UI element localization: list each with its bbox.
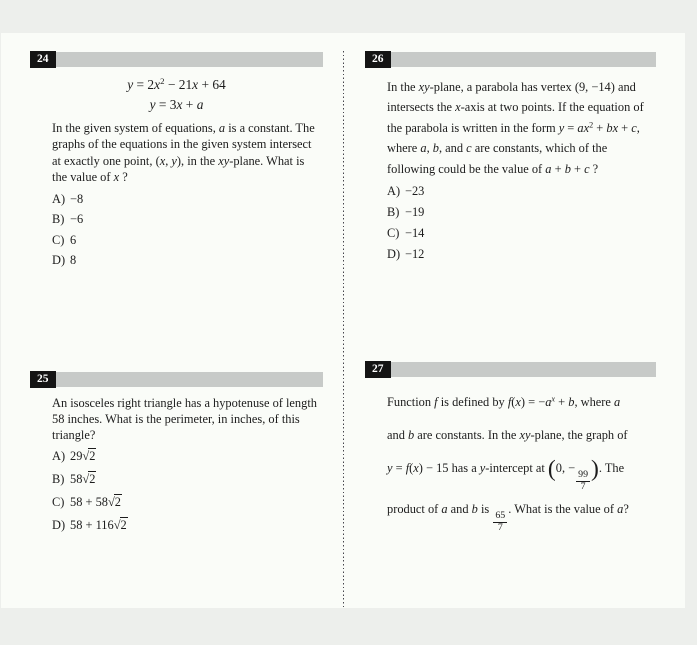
- text-segment: ?: [589, 161, 599, 176]
- choice-label: C): [52, 495, 65, 509]
- text-segment: Function: [387, 395, 435, 409]
- question-24-header: [30, 51, 323, 68]
- text-segment: −12: [405, 247, 425, 262]
- text-segment: a: [545, 395, 552, 409]
- text-segment: bx: [606, 120, 619, 135]
- text-line: [52, 153, 323, 169]
- choice-label: D): [52, 253, 66, 268]
- text-segment: xy: [218, 153, 230, 168]
- text-segment: x: [455, 100, 461, 115]
- text-segment: a: [614, 395, 621, 409]
- text-segment: +: [570, 161, 585, 176]
- text-segment: -plane, a parabola has vertex (9, −14) and: [429, 80, 636, 94]
- text-line: [52, 427, 323, 443]
- answer-choice: [52, 518, 323, 541]
- text-segment: +: [182, 96, 197, 112]
- text-segment: a: [617, 501, 624, 516]
- text-segment: and: [447, 501, 472, 516]
- question-25-header: [30, 371, 323, 388]
- question-27: [365, 361, 656, 534]
- choice-value: [405, 247, 424, 262]
- fraction: $\frac{99}{7}$: [578, 469, 589, 493]
- text-segment: +: [593, 120, 607, 135]
- text-segment: b: [564, 161, 571, 176]
- choice-label: D): [387, 247, 401, 262]
- text-segment: ,: [426, 141, 433, 156]
- text-segment: are constants. In the: [414, 428, 520, 442]
- text-segment: y: [387, 461, 393, 475]
- question-24-equations: [30, 75, 323, 114]
- text-segment: f: [434, 395, 438, 409]
- text-segment: x: [192, 77, 199, 92]
- text-segment: where: [387, 141, 421, 156]
- text-segment: and: [387, 428, 408, 442]
- answer-choice: [387, 184, 656, 205]
- text-line: [387, 386, 656, 419]
- text-segment: √: [82, 449, 89, 463]
- text-segment: xy: [519, 428, 531, 442]
- text-segment: xy: [418, 80, 430, 94]
- question-header-bar: [391, 52, 657, 67]
- text-segment: a: [196, 96, 204, 112]
- question-24: [30, 51, 323, 274]
- choice-label: A): [52, 449, 66, 463]
- fraction: $\frac{65}{7}$: [495, 510, 506, 534]
- column-divider-dotted-line: [343, 51, 344, 607]
- text-segment: x: [413, 461, 419, 475]
- choice-value: [70, 212, 83, 227]
- text-segment: -intercept at: [485, 461, 548, 475]
- text-line: [387, 77, 656, 97]
- choice-value: [405, 205, 424, 220]
- text-segment: −8: [70, 191, 84, 206]
- text-segment: y: [479, 461, 486, 475]
- text-segment: √: [113, 518, 120, 532]
- text-segment: a: [420, 141, 427, 156]
- question-24-choices: [30, 192, 323, 274]
- text-segment: following could be the value of: [387, 161, 546, 176]
- question-26-header: [365, 51, 656, 68]
- text-segment: 58 + 58: [70, 495, 108, 509]
- answer-choice: [52, 212, 323, 233]
- question-number-badge: 25: [30, 371, 56, 388]
- text-segment: a: [441, 501, 448, 516]
- choice-label: A): [52, 191, 66, 206]
- answer-choice: [52, 253, 323, 274]
- text-line: [387, 452, 656, 493]
- answer-choice: [52, 472, 323, 495]
- choice-value: [70, 518, 128, 533]
- text-segment: In the given system of equations,: [52, 121, 219, 135]
- text-segment: y: [149, 96, 156, 112]
- question-26-choices: [365, 184, 656, 268]
- text-segment: -plane, the graph of: [530, 428, 628, 442]
- text-segment: , and: [438, 141, 467, 156]
- text-segment: ,: [165, 153, 172, 168]
- choice-label: C): [387, 226, 400, 241]
- text-segment: An isosceles right triangle has a hypotenuse of length: [52, 396, 317, 410]
- text-segment: a: [218, 121, 226, 135]
- text-segment: −6: [70, 212, 84, 227]
- text-segment: +: [618, 120, 632, 135]
- choice-value: [405, 226, 424, 241]
- text-segment: y: [171, 153, 177, 168]
- question-header-bar: [56, 52, 324, 67]
- text-segment: the parabola is written in the form: [387, 120, 559, 135]
- text-segment: = 3: [155, 96, 177, 112]
- text-segment: 6: [70, 232, 77, 247]
- text-segment: f: [405, 461, 410, 475]
- text-segment: b: [568, 395, 575, 409]
- question-26-stem: [365, 77, 656, 179]
- answer-choice: [52, 192, 323, 213]
- radicand: 2: [120, 518, 127, 532]
- text-segment: b: [408, 428, 415, 442]
- choice-label: B): [52, 472, 65, 486]
- text-segment: 0, −: [555, 461, 576, 475]
- text-line: [52, 169, 323, 185]
- text-segment: In the: [387, 80, 419, 94]
- text-segment: +: [551, 161, 565, 176]
- text-segment: intersects the: [387, 100, 456, 115]
- text-segment: f: [507, 395, 512, 409]
- text-segment: the value of: [52, 170, 114, 185]
- text-segment: −23: [405, 184, 425, 199]
- text-segment: a: [545, 161, 552, 176]
- text-segment: y: [127, 77, 134, 92]
- text-segment: is: [477, 501, 493, 516]
- text-segment: x: [113, 170, 120, 185]
- text-segment: triangle?: [52, 428, 96, 442]
- text-segment: x: [154, 77, 161, 92]
- text-segment: ax: [577, 120, 590, 135]
- text-line: [52, 120, 323, 136]
- question-number-badge: 24: [30, 51, 56, 68]
- question-25-stem: [30, 395, 323, 443]
- text-line: [387, 118, 656, 138]
- choice-label: D): [52, 518, 66, 532]
- text-segment: ): [591, 456, 599, 483]
- choice-value: [405, 184, 424, 199]
- choice-value: [70, 192, 83, 207]
- radicand: 2: [89, 472, 96, 486]
- choice-label: B): [52, 212, 65, 227]
- text-segment: x: [515, 395, 521, 409]
- text-line: [30, 95, 323, 115]
- text-segment: (: [511, 395, 516, 409]
- text-segment: 58 + 116: [70, 518, 114, 532]
- text-segment: -plane. What is: [229, 153, 305, 168]
- text-segment: b: [432, 141, 439, 156]
- choice-label: A): [387, 184, 401, 199]
- text-segment: 2: [160, 76, 165, 87]
- text-line: [387, 159, 656, 179]
- text-segment: y: [558, 120, 565, 135]
- radicand: 2: [114, 495, 121, 509]
- text-segment: = 2: [133, 77, 155, 92]
- text-segment: −19: [405, 205, 425, 220]
- choice-value: [70, 253, 76, 268]
- text-line: [30, 75, 323, 95]
- text-segment: is a constant. The: [225, 121, 315, 135]
- text-segment: is defined by: [437, 395, 508, 409]
- question-number-badge: 27: [365, 361, 391, 378]
- question-27-header: [365, 361, 656, 378]
- text-segment: , where: [574, 395, 615, 409]
- text-segment: √: [107, 495, 114, 509]
- text-segment: product of: [387, 501, 442, 516]
- text-line: [52, 395, 323, 411]
- text-segment: x: [176, 96, 183, 112]
- choice-value: [70, 495, 122, 510]
- text-line: [387, 493, 656, 534]
- text-segment: 58 inches. What is the perimeter, in inches, of this: [52, 412, 300, 426]
- text-segment: 8: [70, 253, 77, 268]
- text-segment: √: [82, 472, 89, 486]
- text-segment: at exactly one point, (: [52, 153, 160, 168]
- radicand: 2: [89, 449, 96, 463]
- text-segment: 58: [70, 472, 83, 486]
- question-number-badge: 26: [365, 51, 391, 68]
- question-24-stem: [30, 120, 323, 186]
- text-segment: =: [392, 461, 406, 475]
- text-segment: ) − 15 has a: [418, 461, 480, 475]
- question-25-choices: [30, 449, 323, 541]
- text-line: [387, 419, 656, 452]
- question-header-bar: [56, 372, 324, 387]
- text-segment: =: [564, 120, 578, 135]
- text-segment: ,: [636, 120, 640, 135]
- choice-label: B): [387, 205, 400, 220]
- text-line: [52, 136, 323, 152]
- text-segment: (: [547, 456, 556, 483]
- choice-label: C): [52, 232, 65, 247]
- answer-choice: [387, 247, 656, 268]
- answer-choice: [52, 495, 323, 518]
- text-segment: x: [551, 394, 556, 404]
- text-line: [387, 97, 656, 117]
- text-segment: c: [466, 141, 472, 156]
- text-segment: ), in the: [176, 153, 219, 168]
- text-segment: ?: [119, 170, 128, 185]
- text-segment: 2: [589, 120, 594, 130]
- text-segment: graphs of the equations in the given system intersect: [52, 137, 312, 152]
- text-segment: b: [471, 501, 478, 516]
- text-line: [52, 411, 323, 427]
- text-segment: . The: [598, 461, 625, 475]
- question-25: [30, 371, 323, 541]
- answer-choice: [52, 449, 323, 472]
- text-segment: (: [409, 461, 414, 475]
- text-segment: − 21: [164, 77, 193, 92]
- text-segment: + 64: [198, 77, 226, 92]
- text-segment: −14: [405, 226, 425, 241]
- choice-value: [70, 233, 76, 248]
- text-segment: are constants, which of the: [471, 141, 608, 156]
- text-segment: . What is the value of: [508, 501, 618, 516]
- choice-value: [70, 449, 96, 464]
- text-segment: c: [584, 161, 590, 176]
- question-header-bar: [391, 362, 657, 377]
- text-segment: +: [555, 395, 569, 409]
- question-27-stem: [365, 386, 656, 534]
- answer-choice: [52, 233, 323, 254]
- text-segment: 29: [70, 449, 83, 463]
- text-segment: ) = −: [520, 395, 546, 409]
- question-26: [365, 51, 656, 268]
- answer-choice: [387, 226, 656, 247]
- text-segment: x: [159, 153, 166, 168]
- answer-choice: [387, 205, 656, 226]
- text-segment: c: [631, 120, 637, 135]
- text-segment: ?: [623, 501, 629, 516]
- text-line: [387, 138, 656, 158]
- choice-value: [70, 472, 96, 487]
- text-segment: -axis at two points. If the equation of: [460, 100, 644, 115]
